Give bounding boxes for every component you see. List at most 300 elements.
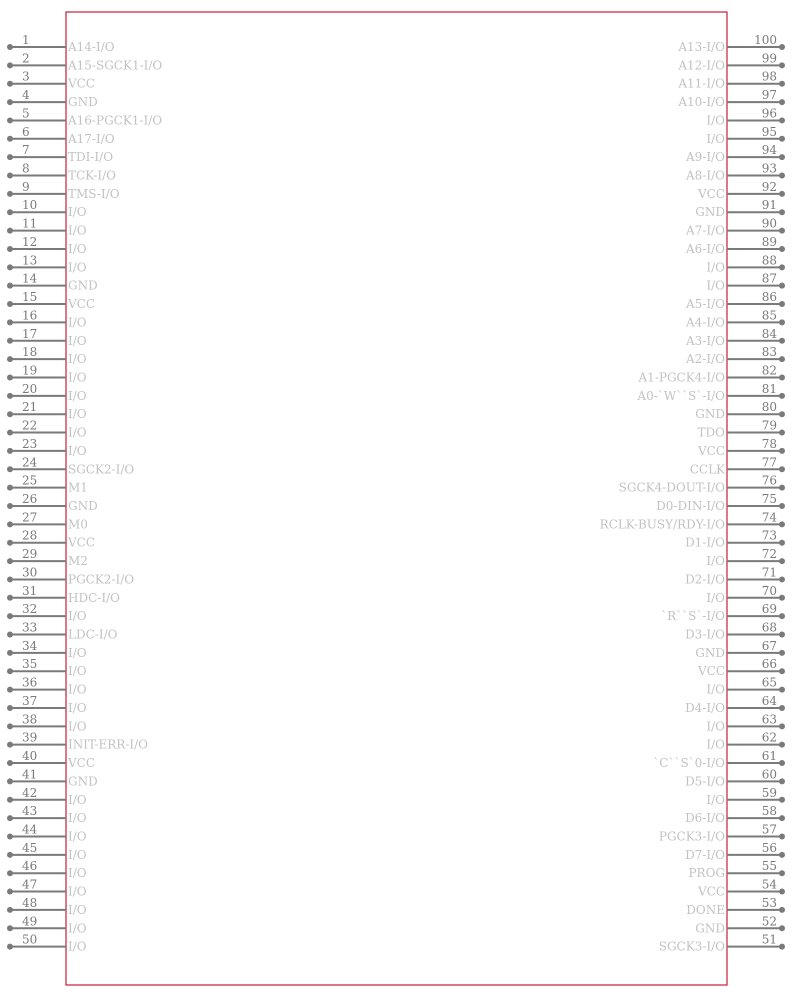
pin-label: I/O	[68, 352, 87, 367]
pin-11	[7, 217, 87, 238]
pin-number: 60	[761, 767, 777, 782]
pin-end-dot	[7, 778, 13, 784]
pin-label: GND	[695, 407, 725, 422]
pin-end-dot	[7, 576, 13, 582]
pin-label: D3-I/O	[685, 627, 725, 642]
pin-label: GND	[695, 921, 725, 936]
pin-29	[7, 547, 88, 568]
pin-15	[7, 290, 95, 311]
pin-label: PGCK3-I/O	[658, 829, 725, 844]
right-pin-group	[600, 33, 785, 954]
pin-number: 68	[761, 620, 777, 635]
pin-end-dot	[7, 246, 13, 252]
pin-number: 26	[22, 492, 38, 506]
pin-number: 8	[22, 161, 30, 176]
pin-label: A13-I/O	[678, 40, 725, 54]
pin-end-dot	[779, 833, 785, 839]
pin-label: I/O	[706, 590, 725, 605]
pin-end-dot	[779, 154, 785, 160]
pin-end-dot	[779, 668, 785, 674]
pin-end-dot	[7, 687, 13, 693]
pin-end-dot	[779, 870, 785, 876]
pin-label: A6-I/O	[686, 241, 725, 256]
pin-number: 78	[761, 436, 777, 451]
pin-end-dot	[7, 889, 13, 895]
pin-label: I/O	[68, 205, 87, 220]
pin-label: I/O	[68, 388, 87, 403]
pin-label: TDO	[697, 425, 725, 440]
pin-label: D4-I/O	[685, 700, 725, 715]
pin-number: 98	[761, 69, 777, 84]
pin-label: GND	[68, 499, 98, 513]
pin-end-dot	[779, 705, 785, 711]
pin-number: 28	[22, 528, 38, 543]
pin-end-dot	[7, 668, 13, 674]
pin-end-dot	[7, 540, 13, 546]
pin-label: D0-DIN-I/O	[656, 499, 725, 513]
pin-label: VCC	[697, 884, 725, 899]
pin-number: 61	[761, 749, 777, 764]
pin-end-dot	[7, 466, 13, 472]
pin-label: GND	[695, 205, 725, 220]
pin-14	[7, 272, 98, 293]
pin-label: I/O	[706, 682, 725, 697]
pin-label: I/O	[68, 315, 87, 330]
pin-end-dot	[7, 632, 13, 638]
pin-end-dot	[779, 907, 785, 913]
pin-number: 58	[761, 804, 777, 819]
pin-end-dot	[779, 521, 785, 527]
pin-end-dot	[7, 154, 13, 160]
pin-number: 48	[22, 895, 38, 910]
pin-number: 34	[22, 638, 38, 653]
pin-label: M1	[68, 480, 88, 495]
pin-label: D5-I/O	[685, 774, 725, 789]
pin-end-dot	[7, 760, 13, 766]
pin-end-dot	[7, 209, 13, 215]
pin-label: INIT-ERR-I/O	[68, 737, 148, 752]
pin-number: 24	[22, 455, 38, 470]
pin-41	[7, 767, 98, 788]
pin-label: VCC	[697, 664, 725, 679]
pin-number: 86	[761, 290, 777, 305]
pin-end-dot	[7, 944, 13, 950]
pin-label: A11-I/O	[678, 76, 725, 91]
pin-number: 56	[761, 840, 777, 855]
pin-76	[619, 474, 785, 495]
pin-label: I/O	[68, 443, 87, 458]
pin-label: A1-PGCK4-I/O	[638, 370, 725, 385]
pin-label: I/O	[68, 902, 87, 917]
pin-label: SGCK4-DOUT-I/O	[618, 480, 725, 495]
pin-end-dot	[779, 62, 785, 68]
pin-13	[7, 253, 87, 274]
pin-end-dot	[779, 393, 785, 399]
pin-36	[7, 676, 87, 697]
pin-3	[7, 70, 95, 91]
pin-number: 45	[22, 840, 38, 855]
pin-number: 54	[761, 877, 777, 892]
pin-number: 31	[22, 583, 38, 598]
pin-end-dot	[7, 650, 13, 656]
pin-label: A3-I/O	[686, 333, 725, 348]
pin-number: 57	[761, 822, 777, 837]
pin-label: A12-I/O	[678, 58, 725, 73]
pin-label: A4-I/O	[686, 315, 725, 330]
pin-number: 76	[761, 473, 777, 488]
pin-5	[7, 106, 162, 127]
pin-label: I/O	[68, 260, 87, 275]
pin-label: CCLK	[689, 462, 725, 477]
pin-label: I/O	[68, 829, 87, 844]
pin-10	[7, 198, 87, 219]
pin-number: 37	[22, 693, 38, 708]
pin-51	[659, 933, 785, 954]
pin-label: A8-I/O	[686, 168, 725, 183]
pin-number: 94	[761, 143, 777, 158]
pin-label: M2	[68, 554, 88, 569]
pin-end-dot	[779, 815, 785, 821]
pin-number: 97	[761, 88, 777, 103]
pin-label: SGCK3-I/O	[658, 939, 725, 954]
pin-label: I/O	[68, 719, 87, 734]
pin-number: 16	[22, 308, 38, 323]
pin-end-dot	[7, 99, 13, 105]
pin-end-dot	[779, 540, 785, 546]
pin-label: I/O	[68, 811, 87, 826]
pin-end-dot	[779, 742, 785, 748]
pin-end-dot	[779, 852, 785, 858]
pin-end-dot	[7, 705, 13, 711]
pin-label: I/O	[706, 792, 725, 807]
pin-number: 95	[761, 124, 777, 139]
pin-label: DONE	[686, 902, 725, 917]
pin-number: 50	[22, 932, 38, 947]
pin-label: HDC-I/O	[68, 590, 120, 605]
pin-label: D7-I/O	[685, 847, 725, 862]
pin-number: 72	[761, 547, 777, 562]
pin-label: GND	[695, 645, 725, 660]
pin-label: A9-I/O	[686, 150, 725, 165]
pin-number: 3	[22, 69, 30, 84]
pin-end-dot	[7, 393, 13, 399]
pin-end-dot	[779, 301, 785, 307]
pin-end-dot	[7, 870, 13, 876]
pin-label: A2-I/O	[686, 352, 725, 367]
pin-number: 73	[761, 528, 777, 543]
pin-number: 35	[22, 657, 38, 672]
pin-label: GND	[68, 774, 98, 789]
pin-number: 18	[22, 345, 38, 360]
pin-number: 47	[22, 877, 38, 892]
pin-end-dot	[7, 815, 13, 821]
pin-label: I/O	[68, 645, 87, 660]
pin-label: LDC-I/O	[68, 627, 118, 642]
pin-number: 88	[761, 253, 777, 268]
pin-end-dot	[7, 558, 13, 564]
pin-19	[7, 363, 87, 384]
pin-number: 12	[22, 234, 38, 249]
pin-label: A15-SGCK1-I/O	[68, 58, 163, 73]
pin-end-dot	[779, 44, 785, 50]
pin-end-dot	[7, 613, 13, 619]
component-body	[66, 12, 727, 985]
pin-number: 83	[761, 345, 777, 360]
pin-label: I/O	[68, 370, 87, 385]
pin-number: 41	[22, 767, 38, 782]
pin-label: I/O	[706, 737, 725, 752]
pin-end-dot	[7, 852, 13, 858]
pin-2	[7, 51, 162, 72]
pin-end-dot	[779, 319, 785, 325]
pin-end-dot	[779, 613, 785, 619]
pin-43	[7, 804, 87, 825]
pin-number: 69	[761, 602, 777, 617]
pin-label: `R``S`-I/O	[661, 609, 725, 624]
pin-number: 15	[22, 290, 38, 305]
pin-number: 49	[22, 914, 38, 929]
pin-end-dot	[7, 833, 13, 839]
pin-34	[7, 639, 87, 660]
pin-end-dot	[779, 191, 785, 197]
pin-40	[7, 749, 95, 770]
pin-22	[7, 419, 87, 440]
pin-number: 71	[761, 565, 777, 580]
pin-number: 39	[22, 730, 38, 745]
pin-number: 51	[761, 932, 777, 947]
pin-18	[7, 345, 87, 366]
pin-end-dot	[779, 687, 785, 693]
pin-number: 89	[761, 234, 777, 249]
pin-number: 64	[761, 693, 777, 708]
pin-label: I/O	[706, 113, 725, 128]
pin-end-dot	[7, 925, 13, 931]
pin-17	[7, 327, 87, 348]
pin-label: I/O	[706, 260, 725, 275]
pin-end-dot	[7, 430, 13, 436]
pin-label: A16-PGCK1-I/O	[68, 113, 163, 128]
pin-label: I/O	[68, 425, 87, 440]
pin-number: 27	[22, 510, 38, 525]
pin-end-dot	[779, 283, 785, 289]
pin-number: 2	[22, 51, 30, 66]
pin-end-dot	[7, 283, 13, 289]
pin-number: 62	[761, 730, 777, 745]
pin-label: I/O	[706, 278, 725, 293]
pin-end-dot	[779, 264, 785, 270]
pin-number: 85	[761, 308, 777, 323]
pin-label: VCC	[697, 443, 725, 458]
pin-number: 66	[761, 657, 777, 672]
pin-number: 99	[761, 51, 777, 66]
pin-number: 63	[761, 712, 777, 727]
pin-number: 23	[22, 436, 38, 451]
pin-50	[7, 933, 87, 954]
left-pin-group	[7, 33, 162, 954]
pin-number: 29	[22, 547, 38, 562]
pin-end-dot	[779, 925, 785, 931]
pin-number: 74	[761, 510, 777, 525]
pin-label: VCC	[697, 186, 725, 201]
pin-number: 79	[761, 418, 777, 433]
pin-end-dot	[779, 209, 785, 215]
pin-end-dot	[7, 228, 13, 234]
pin-end-dot	[779, 430, 785, 436]
pin-label: I/O	[68, 700, 87, 715]
pin-number: 75	[761, 492, 777, 506]
pin-number: 82	[761, 363, 777, 378]
pin-number: 70	[761, 583, 777, 598]
pin-20	[7, 382, 87, 403]
pin-number: 53	[761, 895, 777, 910]
pin-label: I/O	[68, 333, 87, 348]
pin-number: 5	[22, 106, 30, 121]
pin-label: I/O	[68, 921, 87, 936]
pin-end-dot	[779, 944, 785, 950]
pin-end-dot	[779, 503, 785, 509]
pin-end-dot	[779, 411, 785, 417]
pin-48	[7, 896, 87, 917]
pin-number: 13	[22, 253, 38, 268]
pin-end-dot	[7, 742, 13, 748]
pin-number: 19	[22, 363, 38, 378]
pin-label: I/O	[68, 939, 87, 954]
pin-label: A17-I/O	[68, 131, 115, 146]
pin-number: 67	[761, 638, 777, 653]
pin-label: I/O	[68, 609, 87, 624]
pin-end-dot	[7, 62, 13, 68]
pin-end-dot	[779, 760, 785, 766]
pin-end-dot	[779, 228, 785, 234]
pin-label: PROG	[688, 866, 725, 881]
pin-end-dot	[779, 136, 785, 142]
pin-number: 38	[22, 712, 38, 727]
pin-number: 93	[761, 161, 777, 176]
pin-end-dot	[7, 448, 13, 454]
pin-number: 40	[22, 749, 38, 764]
pin-label: I/O	[68, 682, 87, 697]
pin-number: 91	[761, 198, 777, 213]
pin-label: TCK-I/O	[68, 168, 116, 183]
pin-label: I/O	[68, 407, 87, 422]
pin-end-dot	[7, 374, 13, 380]
pin-number: 25	[22, 473, 38, 488]
pin-25	[7, 474, 88, 495]
pin-label: TDI-I/O	[68, 150, 114, 165]
pin-end-dot	[779, 466, 785, 472]
pin-end-dot	[7, 356, 13, 362]
pin-end-dot	[779, 173, 785, 179]
pin-35	[7, 657, 87, 678]
pin-label: VCC	[68, 76, 96, 91]
pin-label: I/O	[68, 664, 87, 679]
pin-number: 11	[22, 216, 38, 231]
pin-number: 87	[761, 271, 777, 286]
pin-number: 44	[22, 822, 38, 837]
pin-number: 9	[22, 179, 30, 194]
pin-end-dot	[7, 338, 13, 344]
pin-end-dot	[779, 632, 785, 638]
pin-end-dot	[7, 301, 13, 307]
pin-label: I/O	[68, 866, 87, 881]
pin-number: 33	[22, 620, 38, 635]
pin-label: VCC	[68, 535, 96, 550]
pin-end-dot	[7, 136, 13, 142]
pin-label: I/O	[68, 241, 87, 256]
pin-end-dot	[7, 521, 13, 527]
pin-number: 90	[761, 216, 777, 231]
pin-end-dot	[779, 374, 785, 380]
pin-number: 43	[22, 804, 38, 819]
pin-number: 59	[761, 785, 777, 800]
pin-number: 46	[22, 859, 38, 874]
pin-end-dot	[7, 411, 13, 417]
pin-number: 14	[22, 271, 38, 286]
pin-end-dot	[7, 44, 13, 50]
pin-label: GND	[68, 278, 98, 293]
pin-end-dot	[7, 907, 13, 913]
pin-number: 7	[22, 143, 30, 158]
pin-end-dot	[779, 81, 785, 87]
pin-end-dot	[7, 191, 13, 197]
pin-number: 32	[22, 602, 38, 617]
pin-number: 21	[22, 400, 38, 415]
pin-label: TMS-I/O	[68, 186, 120, 201]
pin-end-dot	[7, 723, 13, 729]
pin-27	[7, 510, 88, 531]
pin-label: `C``S`0-I/O	[653, 756, 725, 771]
pin-end-dot	[7, 595, 13, 601]
pin-label: I/O	[68, 884, 87, 899]
pin-label: I/O	[706, 131, 725, 146]
pin-number: 20	[22, 381, 38, 396]
pin-23	[7, 437, 87, 458]
pin-end-dot	[779, 356, 785, 362]
pin-end-dot	[7, 173, 13, 179]
pin-label: A10-I/O	[678, 95, 725, 110]
pin-number: 42	[22, 785, 38, 800]
pin-45	[7, 841, 87, 862]
pin-end-dot	[779, 778, 785, 784]
pin-label: D1-I/O	[685, 535, 725, 550]
pin-label: I/O	[68, 847, 87, 862]
pin-label: A14-I/O	[68, 40, 115, 54]
pin-number: 6	[22, 124, 30, 139]
pin-number: 17	[22, 326, 38, 341]
pin-end-dot	[779, 485, 785, 491]
pin-label: I/O	[706, 554, 725, 569]
pin-21	[7, 400, 87, 421]
pin-12	[7, 235, 87, 256]
pin-label: D2-I/O	[685, 572, 725, 587]
pin-label: A0-`W``S`-I/O	[637, 388, 725, 403]
pin-end-dot	[779, 576, 785, 582]
pin-42	[7, 786, 87, 807]
pin-end-dot	[779, 723, 785, 729]
pin-label: I/O	[706, 719, 725, 734]
pin-74	[600, 510, 785, 531]
pin-47	[7, 878, 87, 899]
pin-number: 77	[761, 455, 777, 470]
pin-label: D6-I/O	[685, 811, 725, 826]
pin-label: A7-I/O	[686, 223, 725, 238]
pin-49	[7, 914, 87, 935]
pin-end-dot	[7, 117, 13, 123]
pin-number: 10	[22, 198, 38, 213]
pin-end-dot	[7, 81, 13, 87]
pin-number: 92	[761, 179, 777, 194]
pin-end-dot	[7, 503, 13, 509]
